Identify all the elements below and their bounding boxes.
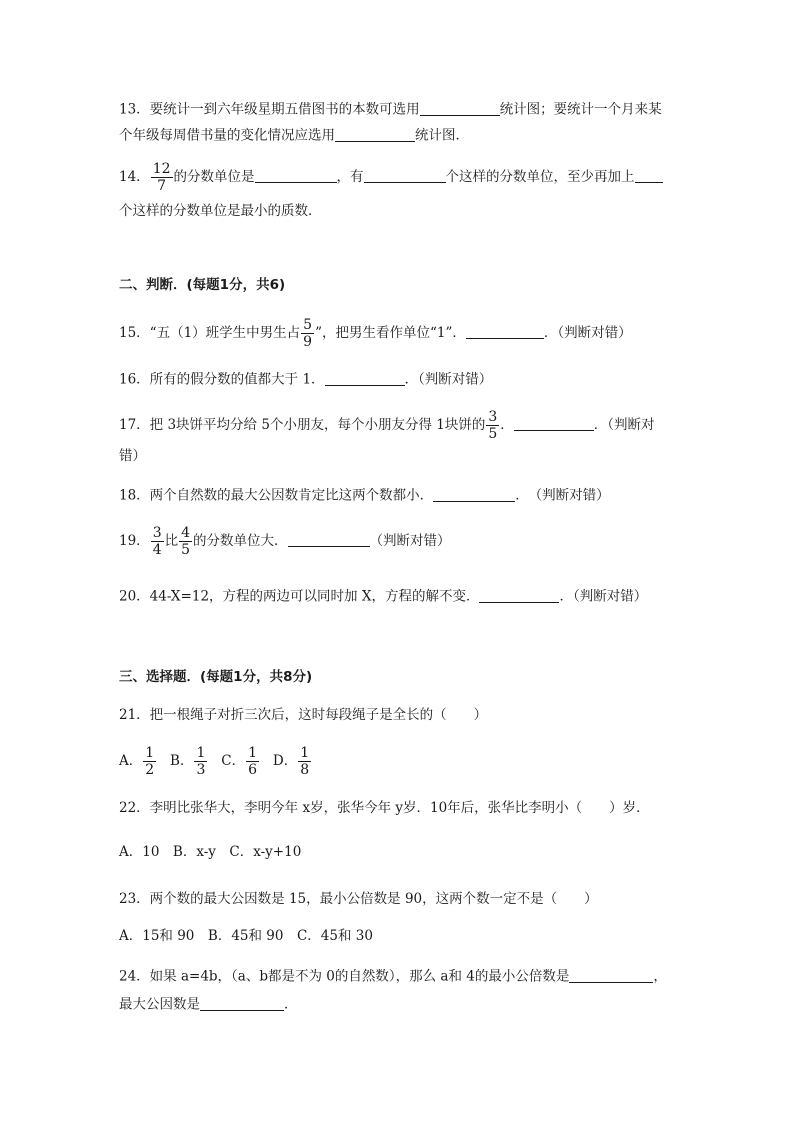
answer-blank[interactable] (288, 533, 370, 548)
q17-text-c: ．（判断对 (593, 417, 655, 433)
q19-text-b: 的分数单位大． (193, 533, 288, 549)
option-d[interactable] (272, 745, 312, 778)
q19-number: 19． (119, 533, 150, 549)
q16-text-a: 16．所有的假分数的值都大于 1． (119, 371, 325, 388)
denominator: 5 (488, 426, 498, 442)
question-19 (119, 526, 451, 557)
q22-options[interactable]: A．10 B．x-y C．x-y+10 (119, 844, 302, 860)
fraction (151, 162, 173, 193)
question-24-line-1 (119, 968, 667, 984)
q24-text-a: 24．如果 a=4b，（a、b都是不为 0的自然数），那么 a和 4的最小公倍数是 (119, 968, 570, 985)
q18-text-c: ． （判断对错） (515, 487, 610, 504)
answer-blank[interactable] (420, 101, 500, 116)
numerator: 1 (300, 745, 310, 761)
denominator: 6 (248, 762, 258, 778)
answer-blank[interactable] (433, 487, 515, 502)
question-24-line-2 (119, 996, 298, 1012)
q14-text-2: ，有 (336, 169, 364, 185)
question-22-options[interactable] (119, 846, 301, 860)
option-label: C． (221, 753, 246, 769)
q14-text-4: 个这样的分数单位是最小的质数． (119, 203, 322, 219)
question-21-options (119, 746, 312, 777)
fraction (179, 526, 192, 557)
q17-text-d: 错） (119, 448, 146, 464)
numerator: 12 (152, 161, 171, 177)
q24-text-c: 最大公因数是 (119, 996, 200, 1013)
denominator: 5 (181, 542, 191, 558)
fraction (194, 746, 207, 777)
denominator: 7 (157, 178, 167, 194)
question-14-line-1 (119, 162, 663, 193)
fraction (486, 410, 499, 441)
option-b[interactable] (170, 745, 208, 778)
answer-blank[interactable] (200, 996, 284, 1011)
question-15 (119, 318, 632, 349)
denominator: 9 (303, 334, 313, 350)
question-13-line-1 (119, 101, 662, 117)
answer-blank[interactable] (466, 325, 544, 340)
answer-blank[interactable] (255, 169, 337, 184)
fraction (151, 526, 164, 557)
q24-text-d: ． (284, 996, 298, 1013)
answer-blank[interactable] (514, 417, 594, 432)
answer-blank[interactable] (479, 588, 559, 603)
q15-text-c: ．（判断对错） (543, 325, 632, 341)
question-20 (119, 588, 647, 604)
answer-blank[interactable] (335, 127, 415, 142)
option-a[interactable] (119, 745, 157, 778)
numerator: 4 (181, 525, 191, 541)
option-label: D． (272, 753, 298, 769)
q13-text-c: 个年级每周借书量的变化情况应选用 (119, 127, 335, 144)
q17-text-b: ． (500, 417, 514, 433)
question-23 (119, 893, 598, 907)
numerator: 1 (196, 745, 206, 761)
numerator: 3 (488, 409, 498, 425)
q17-text-a: 17．把 3块饼平均分给 5个小朋友，每个小朋友分得 1块饼的 (119, 417, 486, 433)
option-label: B． (170, 753, 194, 769)
option-c[interactable] (221, 745, 260, 778)
denominator: 8 (300, 762, 310, 778)
q23-stem: 23．两个数的最大公因数是 15，最小公倍数是 90，这两个数一定不是（ ） (119, 891, 598, 907)
question-17-line-2 (119, 450, 146, 464)
numerator: 5 (303, 317, 313, 333)
answer-blank[interactable] (635, 169, 663, 184)
numerator: 3 (152, 525, 162, 541)
question-13-line-2 (119, 127, 469, 143)
q24-text-b: ， (653, 968, 667, 985)
fraction (298, 746, 311, 777)
q13-text-a: 13．要统计一到六年级星期五借图书的本数可选用 (119, 101, 420, 118)
q13-text-b: 统计图；要统计一个月来某 (499, 101, 662, 118)
section-3-heading: 三、选择题．(每题1分，共8分) (119, 669, 313, 685)
numerator: 1 (248, 745, 258, 761)
q14-text-1: 的分数单位是 (173, 169, 255, 185)
question-14-line-2 (119, 205, 322, 219)
question-23-options[interactable] (119, 930, 373, 944)
q15-text-b: ”，把男生看作单位“1”． (315, 325, 466, 341)
q14-number: 14． (119, 169, 150, 185)
q14-text-3: 个这样的分数单位，至少再加上 (445, 169, 635, 185)
q19-text-c: （判断对错） (369, 533, 451, 549)
numerator: 1 (145, 745, 155, 761)
q21-stem: 21．把一根绳子对折三次后，这时每段绳子是全长的（ ） (119, 707, 488, 723)
question-18 (119, 487, 610, 503)
denominator: 3 (196, 762, 206, 778)
q20-text-c: ．（判断对错） (559, 588, 648, 605)
q18-text-a: 18．两个自然数的最大公因数肯定比这两个数都小． (119, 487, 434, 504)
question-21 (119, 709, 487, 723)
q13-text-d: 统计图． (415, 127, 469, 144)
fraction (143, 746, 156, 777)
question-16 (119, 371, 492, 387)
denominator: 4 (152, 542, 162, 558)
fraction (246, 746, 259, 777)
q15-text-a: 15．“五（1）班学生中男生占 (119, 325, 301, 341)
question-17-line-1 (119, 410, 655, 441)
q19-text-bi: 比 (164, 533, 179, 549)
q23-options[interactable]: A．15和 90 B．45和 90 C．45和 30 (119, 928, 373, 944)
fraction (301, 318, 314, 349)
q22-stem: 22．李明比张华大，李明今年 x岁，张华今年 y岁．10年后，张华比李明小（ ）岁． (119, 800, 650, 816)
section-2-heading: 二、判断．(每题1分，共6) (119, 277, 286, 293)
option-label: A． (119, 753, 143, 769)
answer-blank[interactable] (364, 169, 446, 184)
denominator: 2 (145, 762, 155, 778)
answer-blank[interactable] (569, 968, 653, 983)
q16-text-c: ．（判断对错） (404, 371, 493, 388)
q20-text-a: 20．44-X=12，方程的两边可以同时加 X，方程的解不变． (119, 588, 480, 605)
question-22 (119, 802, 650, 816)
answer-blank[interactable] (325, 371, 405, 386)
